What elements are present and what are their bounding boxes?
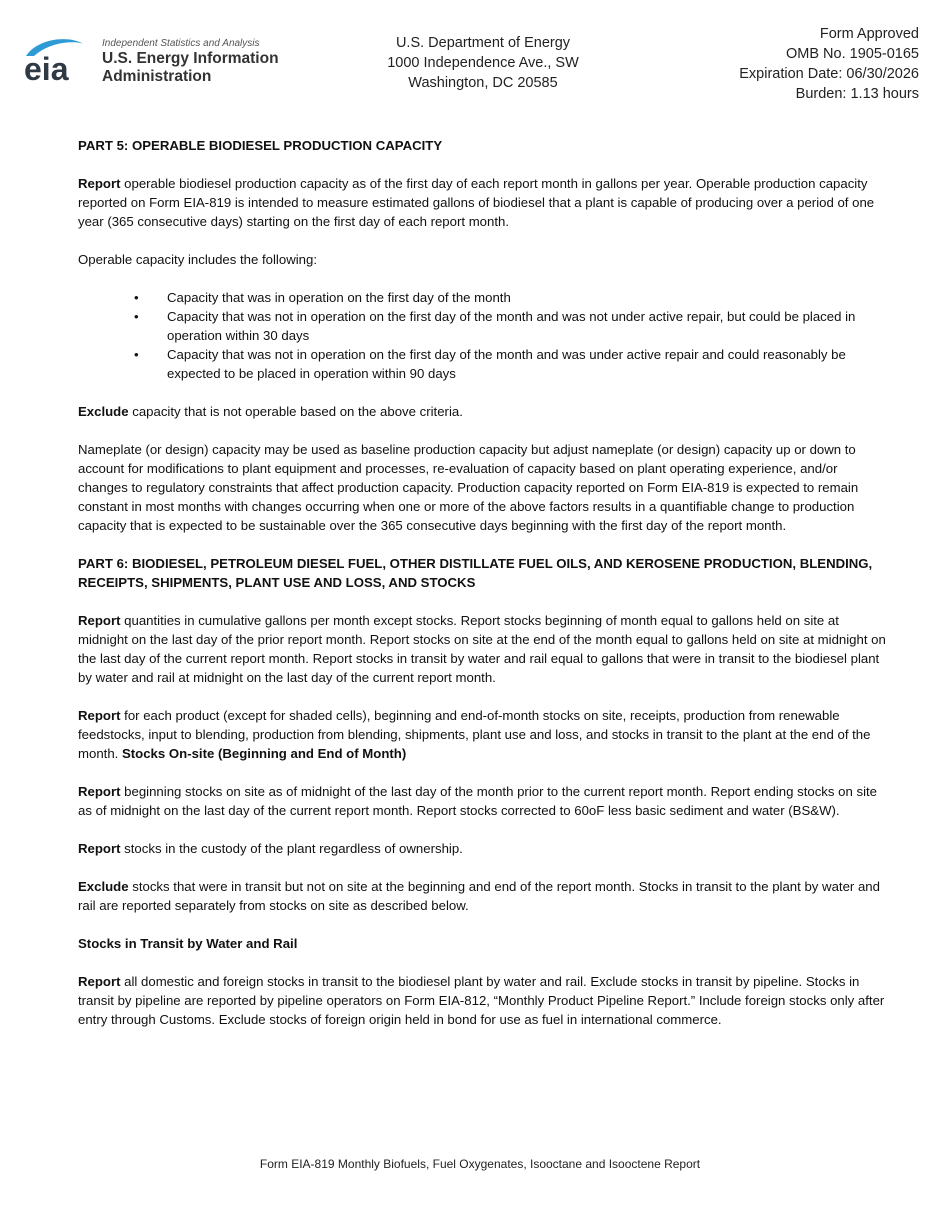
part5-paragraph-report — [78, 174, 890, 231]
part6-paragraph-exclude — [78, 877, 890, 915]
paragraph-text: operable biodiesel production capacity as of the first day of each report month in gallons per year. Operable production capacity reported on Form EIA-819 is intended to measure estimated gallons of biodiesel that a plant is capable of producing over a period of one year (365 consecutive days) starting on the first day of each report month. — [78, 176, 875, 229]
paragraph-text: stocks in the custody of the plant regardless of ownership. — [120, 841, 463, 856]
bold-lead: Report — [78, 784, 121, 799]
bold-lead: Exclude — [78, 404, 129, 419]
bold-lead: Report — [78, 708, 121, 723]
bullet-icon: • — [134, 290, 139, 305]
list-item-text: Capacity that was not in operation on the first day of the month and was not under active repair, but could be placed in operation within 30 days — [167, 309, 856, 343]
paragraph-text: quantities in cumulative gallons per month except stocks. Report stocks beginning of month equal to gallons held on site at midnight on the last day of the prior report month. Report stocks on site at the end of the month equal to gallons held on site at midnight on the last day of the current report month. Report stocks in transit by water and rail equal to gallons that were in transit to the biodiesel plant by water and rail at midnight on the last day of the current report month. — [78, 613, 886, 685]
bold-lead: Exclude — [78, 879, 129, 894]
list-item — [134, 288, 890, 307]
address-line1: U.S. Department of Energy — [395, 35, 571, 51]
approval-expiration: Expiration Date: 06/30/2026 — [739, 66, 919, 82]
eia-logo — [22, 34, 292, 86]
logo-name-line1: U.S. Energy Information — [102, 50, 279, 67]
instructions-body — [78, 136, 890, 1048]
logo-mark-text: eia — [24, 51, 69, 86]
address-line3: Washington, DC 20585 — [408, 75, 558, 91]
list-item — [134, 345, 890, 383]
paragraph-text: beginning stocks on site as of midnight of the last day of the month prior to the current report month. Report ending stocks on site as of midnight on the last day of the current report month. Report stocks corrected to 60oF less basic sediment and water (BS&W). — [78, 784, 877, 818]
part6-heading: PART 6: BIODIESEL, PETROLEUM DIESEL FUEL, OTHER DISTILLATE FUEL OILS, AND KEROSENE PRODUCTION, BLENDING, RECEIPTS, SHIPMENTS, PLANT USE AND LOSS, AND STOCKS — [78, 556, 873, 590]
paragraph-text: capacity that is not operable based on the above criteria. — [128, 404, 463, 419]
paragraph-text: stocks that were in transit but not on site at the beginning and end of the report month. Stocks in transit to the plant by water and rail are reported separately from stocks on site as described below. — [78, 879, 880, 913]
list-item — [134, 307, 890, 345]
address-line2: 1000 Independence Ave., SW — [387, 55, 579, 71]
approval-omb-number: OMB No. 1905-0165 — [786, 46, 919, 62]
bullet-icon: • — [134, 347, 139, 362]
part6-paragraph-beginning-stocks — [78, 782, 890, 820]
bold-lead: Report — [78, 841, 121, 856]
part6-paragraph-products — [78, 706, 890, 763]
bullet-icon: • — [134, 309, 139, 324]
logo-name-line2: Administration — [102, 68, 212, 85]
bold-lead: Report — [78, 613, 121, 628]
page-header — [0, 0, 950, 120]
paragraph-text: for each product (except for shaded cells), beginning and end-of-month stocks on site, receipts, production from renewable feedstocks, input to blending, production from blending, shipments, plant use and loss, and stocks in transit to the plant at the end of the month. — [78, 708, 871, 761]
logo-tagline: Independent Statistics and Analysis — [102, 38, 260, 49]
eia-logo-mark — [22, 34, 94, 86]
paragraph-text: all domestic and foreign stocks in transit to the biodiesel plant by water and rail. Exclude stocks in transit by pipeline. Stocks in transit by pipeline are reported by pipeline operators on Form EIA-812, “Monthly Product Pipeline Report.” Include foreign stocks only after entry through Customs. Exclude stocks of foreign origin held in bond for use as fuel in international commerce. — [78, 974, 885, 1027]
approval-line1: Form Approved — [819, 26, 919, 42]
operable-capacity-list — [78, 288, 890, 383]
part6-paragraph-custody — [78, 839, 890, 858]
bold-lead: Report — [78, 176, 121, 191]
part5-paragraph-nameplate: Nameplate (or design) capacity may be used as baseline production capacity but adjust nameplate (or design) capacity up or down to account for modifications to plant equipment and processes, re-evaluation of capacity based on plant operating experience, and/or changes to regulatory constraints that affect production capacity. Production capacity reported on Form EIA-819 is expected to remain constant in most months with changes occurring when one or more of the above factors results in a quantifiable change to production capacity that is expected to be sustainable over the 365 consecutive days beginning with the first day of the report month. — [78, 442, 859, 533]
page-footer: Form EIA-819 Monthly Biofuels, Fuel Oxygenates, Isooctane and Isooctene Report — [259, 1157, 701, 1171]
approval-burden: Burden: 1.13 hours — [795, 86, 919, 102]
part5-heading: PART 5: OPERABLE BIODIESEL PRODUCTION CAPACITY — [78, 138, 443, 153]
part6-paragraph-in-transit — [78, 972, 890, 1029]
part5-paragraph-includes: Operable capacity includes the following: — [78, 252, 317, 267]
form-approval-block — [739, 24, 919, 104]
list-item-text: Capacity that was in operation on the first day of the month — [167, 290, 511, 305]
agency-address — [340, 33, 626, 93]
list-item-text: Capacity that was not in operation on the first day of the month and was under active repair and could reasonably be expected to be placed in operation within 90 days — [167, 347, 846, 381]
part5-paragraph-exclude — [78, 402, 890, 421]
stocks-onsite-subheading: Stocks On-site (Beginning and End of Month) — [121, 746, 407, 761]
part6-paragraph-quantities — [78, 611, 890, 687]
bold-lead: Report — [78, 974, 121, 989]
stocks-in-transit-subheading: Stocks in Transit by Water and Rail — [78, 936, 298, 951]
